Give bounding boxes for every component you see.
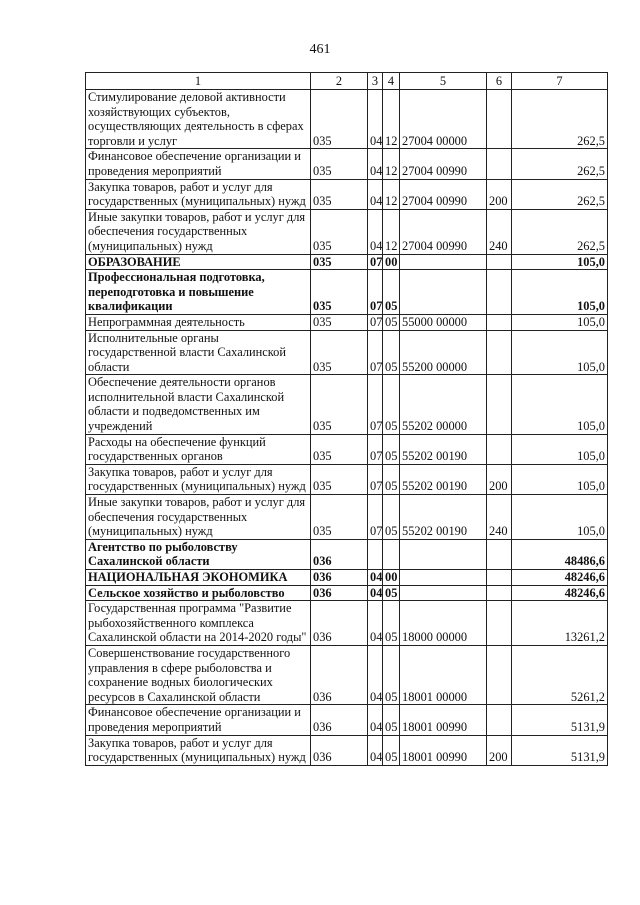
row-rz-cell: 07 [368, 464, 383, 494]
row-csr-cell: 18001 00000 [400, 645, 487, 704]
row-name-cell: Непрограммная деятельность [86, 314, 311, 330]
row-name-cell: Финансовое обеспечение организации и проведения мероприятий [86, 149, 311, 179]
table-row [86, 314, 608, 330]
table-row [86, 330, 608, 375]
row-vr-cell: 240 [487, 495, 512, 540]
row-rz-cell: 04 [368, 209, 383, 254]
row-sum-cell: 262,5 [512, 179, 608, 209]
row-pr-cell: 05 [383, 375, 400, 434]
row-name-cell: Обеспечение деятельности органов исполнительной власти Сахалинской области и подведомственных им учреждений [86, 375, 311, 434]
row-vr-cell [487, 434, 512, 464]
table-row [86, 539, 608, 569]
row-csr-cell: 27004 00990 [400, 179, 487, 209]
row-name-cell: Закупка товаров, работ и услуг для государственных (муниципальных) нужд [86, 179, 311, 209]
table-row [86, 90, 608, 149]
row-sum-cell: 13261,2 [512, 601, 608, 646]
row-sum-cell: 105,0 [512, 330, 608, 375]
column-header-4: 4 [383, 73, 400, 90]
table-row [86, 735, 608, 765]
row-pr-cell: 00 [383, 570, 400, 586]
row-pr-cell: 05 [383, 464, 400, 494]
column-header-5: 5 [400, 73, 487, 90]
table-row [86, 585, 608, 601]
row-name-cell: Сельское хозяйство и рыболовство [86, 585, 311, 601]
row-rz-cell: 04 [368, 735, 383, 765]
row-name-cell: Иные закупки товаров, работ и услуг для обеспечения государственных (муниципальных) нужд [86, 209, 311, 254]
row-name-cell: ОБРАЗОВАНИЕ [86, 254, 311, 270]
row-rz-cell: 07 [368, 495, 383, 540]
table-body [86, 73, 608, 766]
row-ved-cell: 035 [311, 209, 368, 254]
row-pr-cell: 05 [383, 330, 400, 375]
row-rz-cell: 07 [368, 254, 383, 270]
row-pr-cell: 12 [383, 179, 400, 209]
row-sum-cell: 105,0 [512, 314, 608, 330]
table-row [86, 601, 608, 646]
row-vr-cell: 240 [487, 209, 512, 254]
row-ved-cell: 036 [311, 570, 368, 586]
table-row [86, 209, 608, 254]
row-rz-cell: 04 [368, 149, 383, 179]
row-rz-cell: 04 [368, 570, 383, 586]
row-csr-cell: 55000 00000 [400, 314, 487, 330]
row-pr-cell: 05 [383, 601, 400, 646]
row-pr-cell: 05 [383, 270, 400, 315]
row-vr-cell [487, 375, 512, 434]
row-ved-cell: 035 [311, 90, 368, 149]
row-rz-cell [368, 539, 383, 569]
row-vr-cell: 200 [487, 735, 512, 765]
row-csr-cell: 18000 00000 [400, 601, 487, 646]
row-rz-cell: 04 [368, 705, 383, 735]
row-sum-cell: 48486,6 [512, 539, 608, 569]
row-csr-cell: 27004 00990 [400, 209, 487, 254]
row-ved-cell: 035 [311, 314, 368, 330]
row-pr-cell: 05 [383, 705, 400, 735]
row-sum-cell: 262,5 [512, 209, 608, 254]
row-csr-cell [400, 585, 487, 601]
page-number: 461 [309, 42, 331, 57]
table-row [86, 705, 608, 735]
row-ved-cell: 035 [311, 149, 368, 179]
row-ved-cell: 036 [311, 601, 368, 646]
row-name-cell: Стимулирование деловой активности хозяйствующих субъектов, осуществляющих деятельность в сферах торговли и услуг [86, 90, 311, 149]
row-vr-cell [487, 705, 512, 735]
row-ved-cell: 036 [311, 735, 368, 765]
row-csr-cell [400, 570, 487, 586]
row-ved-cell: 035 [311, 254, 368, 270]
row-sum-cell: 105,0 [512, 270, 608, 315]
table-row [86, 179, 608, 209]
row-csr-cell: 55202 00000 [400, 375, 487, 434]
table-row [86, 495, 608, 540]
row-csr-cell: 55202 00190 [400, 464, 487, 494]
row-vr-cell [487, 645, 512, 704]
row-name-cell: Профессиональная подготовка, переподготовка и повышение квалификации [86, 270, 311, 315]
table-row [86, 464, 608, 494]
row-sum-cell: 105,0 [512, 434, 608, 464]
row-csr-cell [400, 539, 487, 569]
table-row [86, 645, 608, 704]
row-csr-cell: 55200 00000 [400, 330, 487, 375]
row-csr-cell: 18001 00990 [400, 705, 487, 735]
column-header-1: 1 [86, 73, 311, 90]
row-ved-cell: 035 [311, 330, 368, 375]
row-rz-cell: 04 [368, 601, 383, 646]
row-ved-cell: 036 [311, 585, 368, 601]
column-header-7: 7 [512, 73, 608, 90]
row-vr-cell [487, 314, 512, 330]
row-rz-cell: 04 [368, 179, 383, 209]
row-sum-cell: 105,0 [512, 495, 608, 540]
row-name-cell: НАЦИОНАЛЬНАЯ ЭКОНОМИКА [86, 570, 311, 586]
row-rz-cell: 07 [368, 270, 383, 315]
row-ved-cell: 035 [311, 375, 368, 434]
row-sum-cell: 5261,2 [512, 645, 608, 704]
row-ved-cell: 035 [311, 434, 368, 464]
row-sum-cell: 262,5 [512, 149, 608, 179]
row-ved-cell: 036 [311, 539, 368, 569]
row-ved-cell: 035 [311, 495, 368, 540]
row-pr-cell [383, 539, 400, 569]
row-vr-cell [487, 270, 512, 315]
row-ved-cell: 035 [311, 270, 368, 315]
row-vr-cell [487, 90, 512, 149]
row-csr-cell: 55202 00190 [400, 434, 487, 464]
table-header-row [86, 73, 608, 90]
row-pr-cell: 12 [383, 209, 400, 254]
table-row [86, 570, 608, 586]
row-name-cell: Финансовое обеспечение организации и проведения мероприятий [86, 705, 311, 735]
row-rz-cell: 04 [368, 90, 383, 149]
row-rz-cell: 07 [368, 375, 383, 434]
row-vr-cell: 200 [487, 464, 512, 494]
row-sum-cell: 105,0 [512, 464, 608, 494]
row-vr-cell: 200 [487, 179, 512, 209]
row-name-cell: Расходы на обеспечение функций государственных органов [86, 434, 311, 464]
row-name-cell: Иные закупки товаров, работ и услуг для обеспечения государственных (муниципальных) нужд [86, 495, 311, 540]
row-sum-cell: 5131,9 [512, 705, 608, 735]
row-pr-cell: 05 [383, 314, 400, 330]
row-sum-cell: 48246,6 [512, 585, 608, 601]
row-vr-cell [487, 539, 512, 569]
row-pr-cell: 05 [383, 434, 400, 464]
row-rz-cell: 07 [368, 314, 383, 330]
column-header-2: 2 [311, 73, 368, 90]
row-name-cell: Агентство по рыболовству Сахалинской области [86, 539, 311, 569]
row-name-cell: Закупка товаров, работ и услуг для государственных (муниципальных) нужд [86, 735, 311, 765]
row-name-cell: Совершенствование государственного управления в сфере рыболовства и сохранение водных биологических ресурсов в Сахалинской области [86, 645, 311, 704]
row-pr-cell: 00 [383, 254, 400, 270]
row-pr-cell: 05 [383, 495, 400, 540]
row-vr-cell [487, 330, 512, 375]
table-row [86, 254, 608, 270]
table-row [86, 434, 608, 464]
row-name-cell: Исполнительные органы государственной власти Сахалинской области [86, 330, 311, 375]
row-vr-cell [487, 601, 512, 646]
row-csr-cell [400, 254, 487, 270]
row-vr-cell [487, 570, 512, 586]
row-sum-cell: 48246,6 [512, 570, 608, 586]
row-pr-cell: 05 [383, 645, 400, 704]
column-header-6: 6 [487, 73, 512, 90]
row-sum-cell: 105,0 [512, 375, 608, 434]
table-row [86, 270, 608, 315]
column-header-3: 3 [368, 73, 383, 90]
row-name-cell: Закупка товаров, работ и услуг для государственных (муниципальных) нужд [86, 464, 311, 494]
row-csr-cell: 55202 00190 [400, 495, 487, 540]
row-ved-cell: 036 [311, 645, 368, 704]
row-pr-cell: 05 [383, 735, 400, 765]
row-rz-cell: 04 [368, 645, 383, 704]
row-ved-cell: 035 [311, 464, 368, 494]
row-sum-cell: 262,5 [512, 90, 608, 149]
row-csr-cell [400, 270, 487, 315]
table-row [86, 375, 608, 434]
row-vr-cell [487, 149, 512, 179]
row-rz-cell: 04 [368, 585, 383, 601]
row-csr-cell: 18001 00990 [400, 735, 487, 765]
row-rz-cell: 07 [368, 330, 383, 375]
row-rz-cell: 07 [368, 434, 383, 464]
row-vr-cell [487, 254, 512, 270]
row-name-cell: Государственная программа "Развитие рыбохозяйственного комплекса Сахалинской области на 2014-2020 годы" [86, 601, 311, 646]
row-ved-cell: 035 [311, 179, 368, 209]
table-row [86, 149, 608, 179]
row-sum-cell: 5131,9 [512, 735, 608, 765]
row-ved-cell: 036 [311, 705, 368, 735]
row-pr-cell: 05 [383, 585, 400, 601]
row-vr-cell [487, 585, 512, 601]
row-csr-cell: 27004 00990 [400, 149, 487, 179]
row-csr-cell: 27004 00000 [400, 90, 487, 149]
budget-table [85, 72, 608, 766]
row-sum-cell: 105,0 [512, 254, 608, 270]
row-pr-cell: 12 [383, 90, 400, 149]
row-pr-cell: 12 [383, 149, 400, 179]
